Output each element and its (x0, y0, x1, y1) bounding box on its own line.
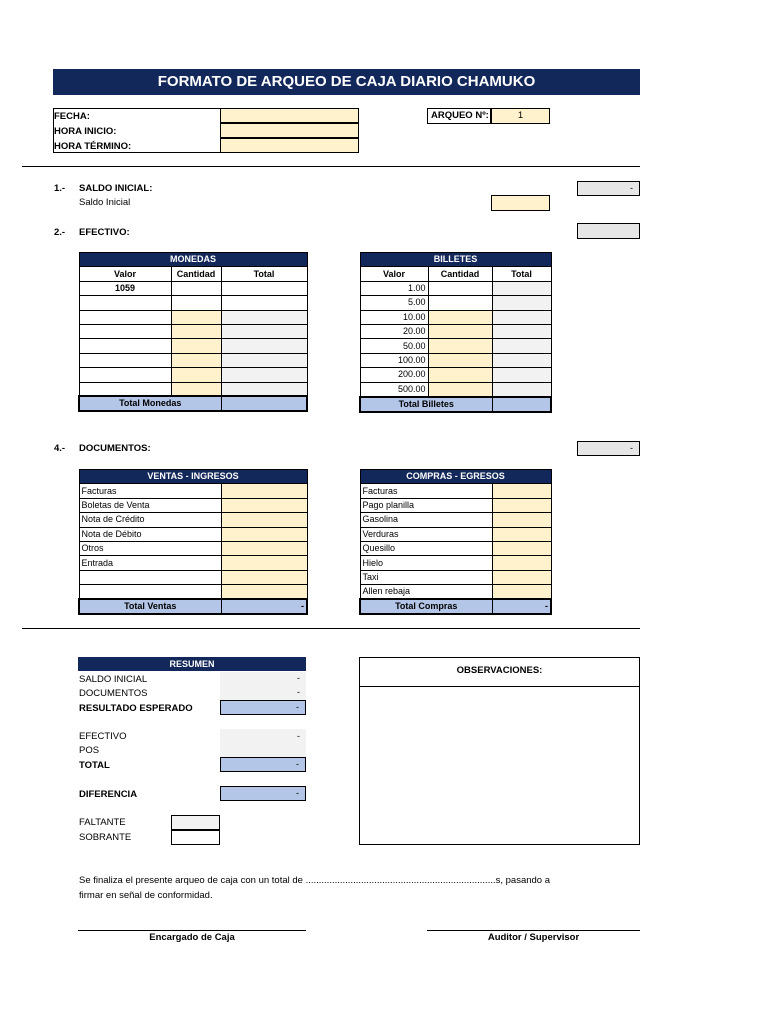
total-cell (492, 310, 551, 324)
resumen-diferencia-value: - (220, 786, 306, 801)
total-cell (492, 353, 551, 367)
compras-item: Hielo (360, 556, 492, 570)
resumen-total-label: TOTAL (79, 760, 110, 771)
cantidad-cell[interactable] (428, 296, 492, 310)
signature-label-right: Auditor / Supervisor (487, 932, 580, 943)
table-row (360, 324, 551, 338)
resumen-pos-label: POS (79, 745, 100, 756)
ventas-item: Entrada (79, 556, 221, 570)
table-row (79, 310, 307, 324)
resumen-efectivo-value: - (220, 729, 306, 757)
table-row (360, 556, 551, 570)
table-row (79, 281, 307, 295)
amount-cell[interactable] (492, 570, 551, 584)
total-cell (492, 382, 551, 397)
total-cell (221, 281, 307, 295)
total-cell (492, 296, 551, 310)
cantidad-cell[interactable] (428, 324, 492, 338)
total-ventas-label: Total Ventas (79, 599, 221, 614)
billete-value: 5.00 (360, 296, 428, 310)
ventas-item: Otros (79, 541, 221, 555)
section-number: 4.- (54, 443, 66, 454)
resumen-saldo-label: SALDO INICIAL (79, 674, 148, 685)
compras-item: Quesillo (360, 541, 492, 555)
table-row (79, 339, 307, 353)
table-row (79, 541, 307, 555)
amount-cell[interactable] (492, 484, 551, 498)
resumen-documentos-value: - (220, 686, 306, 700)
compras-item: Gasolina (360, 513, 492, 527)
compras-item: Allen rebaja (360, 585, 492, 600)
amount-cell[interactable] (221, 585, 307, 599)
cantidad-cell[interactable] (428, 281, 492, 295)
footer-line-1: Se finaliza el presente arqueo de caja con un total de ........................................................................s, pasando a (79, 875, 551, 886)
valor-cell (79, 339, 171, 353)
table-row (79, 556, 307, 570)
saldo-inicial-total: - (577, 181, 640, 196)
amount-cell[interactable] (492, 498, 551, 512)
billete-value: 1.00 (360, 281, 428, 295)
table-row (79, 353, 307, 367)
resumen-efectivo-label: EFECTIVO (79, 731, 127, 742)
amount-cell[interactable] (221, 541, 307, 555)
total-billetes-label: Total Billetes (360, 397, 492, 412)
total-row (360, 397, 551, 412)
faltante-field[interactable] (171, 815, 220, 830)
cantidad-cell[interactable] (171, 310, 221, 324)
table-row (79, 296, 307, 310)
valor-cell (79, 382, 171, 396)
resumen-saldo-value: - (220, 672, 306, 686)
cantidad-cell[interactable] (171, 382, 221, 396)
total-ventas-value: - (221, 599, 307, 614)
sobrante-label: SOBRANTE (79, 832, 132, 843)
table-row (79, 513, 307, 527)
amount-cell[interactable] (492, 513, 551, 527)
table-row (360, 513, 551, 527)
hora-termino-label: HORA TÉRMINO: (54, 141, 132, 152)
cantidad-cell[interactable] (171, 339, 221, 353)
valor-cell (79, 296, 171, 310)
total-monedas-label: Total Monedas (79, 396, 221, 411)
total-cell (221, 382, 307, 396)
column-header: Valor (360, 267, 428, 281)
compras-title: COMPRAS - EGRESOS (360, 470, 551, 484)
total-monedas-value (221, 396, 307, 411)
observaciones-divider (359, 686, 640, 687)
resumen-documentos-label: DOCUMENTOS (79, 688, 148, 699)
valor-cell (79, 368, 171, 382)
efectivo-heading: EFECTIVO: (79, 227, 130, 238)
column-header: Cantidad (428, 267, 492, 281)
table-row (360, 382, 551, 397)
divider (22, 166, 640, 167)
column-header: Total (221, 267, 307, 281)
faltante-label: FALTANTE (79, 817, 126, 828)
table-row (79, 484, 307, 498)
total-cell (221, 310, 307, 324)
table-row (360, 368, 551, 382)
table-row (360, 339, 551, 353)
billete-value: 100.00 (360, 353, 428, 367)
cantidad-cell[interactable] (428, 382, 492, 397)
total-cell (492, 281, 551, 295)
table-row (360, 585, 551, 600)
billete-value: 10.00 (360, 310, 428, 324)
observaciones-title: OBSERVACIONES: (456, 665, 543, 676)
hora-inicio-label: HORA INICIO: (54, 126, 117, 137)
resumen-total-value: - (220, 757, 306, 772)
signature-label-left: Encargado de Caja (149, 932, 235, 943)
arqueo-label: ARQUEO Nº: (431, 110, 489, 121)
total-row (79, 396, 307, 411)
billete-value: 500.00 (360, 382, 428, 397)
efectivo-total (577, 223, 640, 239)
total-cell (221, 368, 307, 382)
billete-value: 200.00 (360, 368, 428, 382)
amount-cell[interactable] (492, 527, 551, 541)
table-row (79, 324, 307, 338)
table-row (79, 527, 307, 541)
column-header: Valor (79, 267, 171, 281)
table-row (360, 281, 551, 295)
total-cell (221, 296, 307, 310)
table-row (360, 541, 551, 555)
total-cell (492, 324, 551, 338)
amount-cell[interactable] (221, 556, 307, 570)
cantidad-cell[interactable] (428, 310, 492, 324)
table-row (79, 585, 307, 599)
compras-table (359, 469, 552, 615)
cantidad-cell[interactable] (171, 368, 221, 382)
valor-cell (79, 324, 171, 338)
resumen-diferencia-label: DIFERENCIA (79, 789, 138, 800)
amount-cell[interactable] (221, 527, 307, 541)
saldo-inicial-input[interactable] (491, 195, 550, 211)
total-cell (221, 339, 307, 353)
table-row (79, 570, 307, 584)
fecha-label: FECHA: (54, 111, 90, 122)
table-row (360, 484, 551, 498)
billetes-title: BILLETES (360, 253, 551, 267)
compras-item: Pago planilla (360, 498, 492, 512)
page-title: FORMATO DE ARQUEO DE CAJA DIARIO CHAMUKO (53, 69, 640, 95)
column-header: Cantidad (171, 267, 221, 281)
monedas-title: MONEDAS (79, 253, 307, 267)
compras-item: Verduras (360, 527, 492, 541)
total-row (79, 599, 307, 614)
ventas-title: VENTAS - INGRESOS (79, 470, 307, 484)
table-row (360, 527, 551, 541)
total-cell (221, 324, 307, 338)
amount-cell[interactable] (221, 498, 307, 512)
cantidad-cell[interactable] (428, 368, 492, 382)
cantidad-cell[interactable] (171, 281, 221, 295)
valor-cell (79, 353, 171, 367)
amount-cell[interactable] (221, 513, 307, 527)
cantidad-cell[interactable] (428, 353, 492, 367)
resumen-title: RESUMEN (78, 657, 306, 671)
ventas-item: Nota de Débito (79, 527, 221, 541)
resumen-resultado-label: RESULTADO ESPERADO (79, 703, 193, 714)
footer-line-2: firmar en señal de conformidad. (79, 890, 213, 901)
monedas-table (78, 252, 308, 412)
ventas-item: Facturas (79, 484, 221, 498)
sobrante-field[interactable] (171, 830, 220, 845)
total-compras-value: - (492, 599, 551, 614)
hora-termino-field[interactable] (220, 138, 359, 153)
total-compras-label: Total Compras (360, 599, 492, 614)
total-cell (492, 368, 551, 382)
moneda-value: 1059 (79, 281, 171, 295)
valor-cell (79, 310, 171, 324)
cantidad-cell[interactable] (171, 324, 221, 338)
amount-cell[interactable] (492, 541, 551, 555)
ventas-item (79, 585, 221, 599)
ventas-item: Boletas de Venta (79, 498, 221, 512)
cantidad-cell[interactable] (171, 353, 221, 367)
ventas-item: Nota de Crédito (79, 513, 221, 527)
amount-cell[interactable] (492, 585, 551, 600)
billete-value: 50.00 (360, 339, 428, 353)
amount-cell[interactable] (492, 556, 551, 570)
table-row (360, 310, 551, 324)
saldo-inicial-heading: SALDO INICIAL: (79, 183, 153, 194)
billetes-table (359, 252, 552, 413)
cantidad-cell[interactable] (428, 339, 492, 353)
amount-cell[interactable] (221, 570, 307, 584)
arqueo-number-field[interactable]: 1 (491, 108, 550, 124)
resumen-resultado-value: - (220, 700, 306, 715)
saldo-inicial-sublabel: Saldo Inicial (79, 197, 131, 208)
table-row (360, 570, 551, 584)
compras-item: Facturas (360, 484, 492, 498)
billete-value: 20.00 (360, 324, 428, 338)
ventas-item (79, 570, 221, 584)
amount-cell[interactable] (221, 484, 307, 498)
column-header: Total (492, 267, 551, 281)
fecha-field[interactable] (220, 108, 359, 123)
table-row (79, 498, 307, 512)
table-row (360, 296, 551, 310)
ventas-table (78, 469, 308, 615)
divider (22, 628, 640, 629)
total-cell (492, 339, 551, 353)
hora-inicio-field[interactable] (220, 123, 359, 138)
total-row (360, 599, 551, 614)
documentos-total: - (577, 441, 640, 456)
section-number: 2.- (54, 227, 66, 238)
table-row (79, 382, 307, 396)
total-billetes-value (492, 397, 551, 412)
table-row (360, 498, 551, 512)
cantidad-cell[interactable] (171, 296, 221, 310)
table-row (360, 353, 551, 367)
table-row (79, 368, 307, 382)
section-number: 1.- (54, 183, 66, 194)
total-cell (221, 353, 307, 367)
documentos-heading: DOCUMENTOS: (79, 443, 151, 454)
compras-item: Taxi (360, 570, 492, 584)
